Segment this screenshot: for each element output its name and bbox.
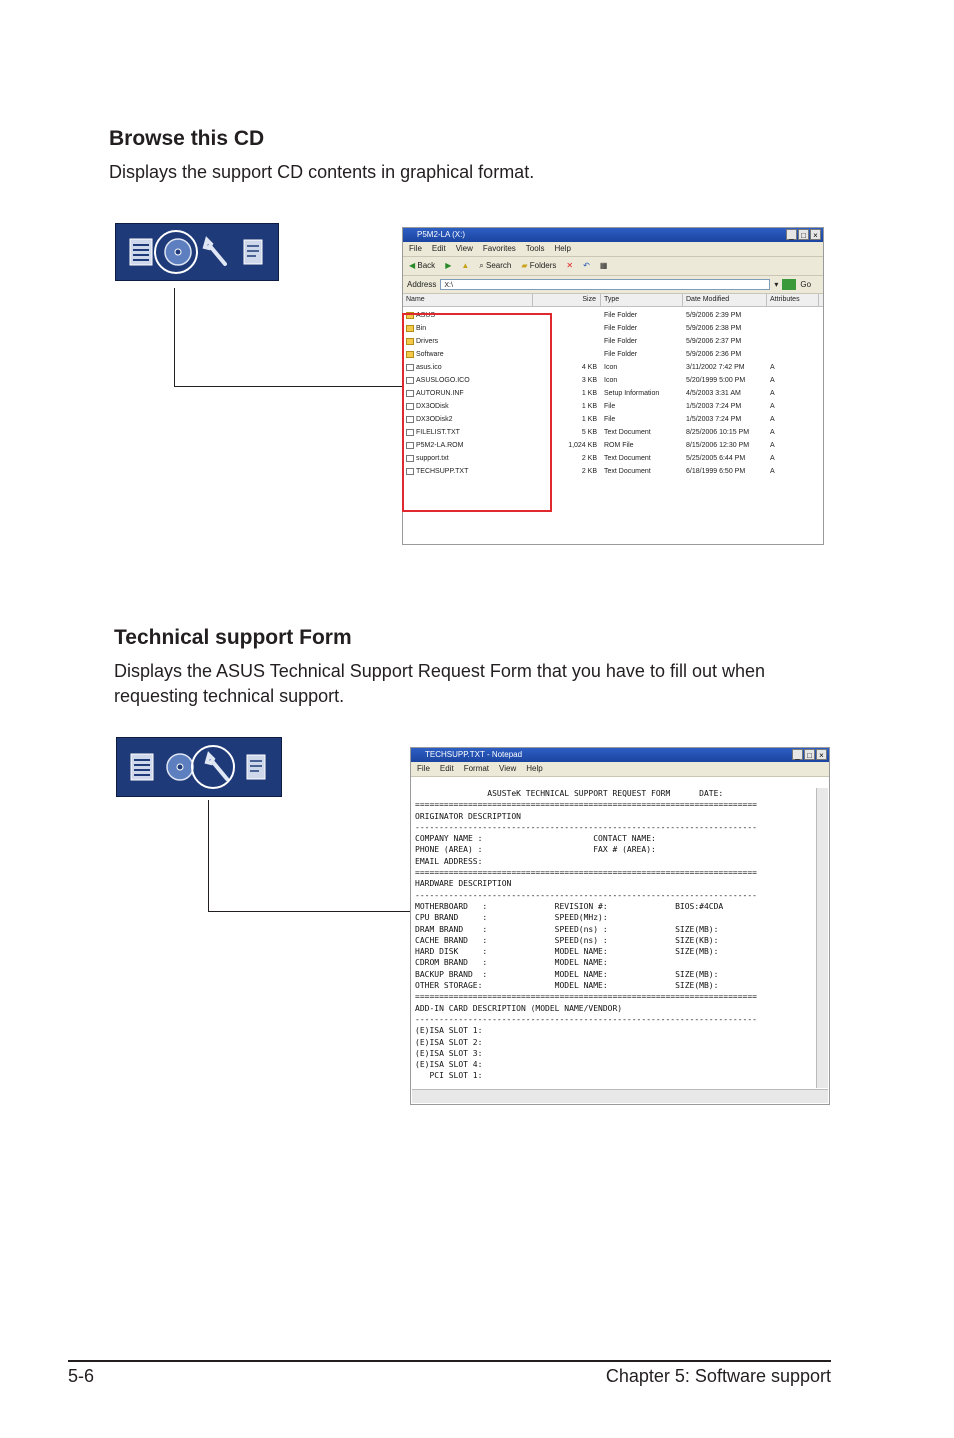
notepad-line: CACHE BRAND : SPEED(ns) : SIZE(KB): xyxy=(415,935,719,945)
notepad-line: OTHER STORAGE: MODEL NAME: SIZE(MB): xyxy=(415,981,719,991)
notepad-window xyxy=(410,747,830,1105)
file-type: File Folder xyxy=(604,312,638,319)
notepad-menubar xyxy=(411,762,829,777)
notepad-line: ======================================================================= xyxy=(415,868,757,878)
file-attributes: A xyxy=(770,377,775,384)
file-name-text: support.txt xyxy=(416,455,449,462)
search-label: Search xyxy=(485,261,512,270)
address-dropdown-icon[interactable]: ▾ xyxy=(774,280,779,289)
menu-file[interactable]: File xyxy=(409,244,422,253)
document-icon[interactable] xyxy=(237,232,269,272)
menu-edit[interactable]: Edit xyxy=(431,244,446,253)
go-label[interactable]: Go xyxy=(800,280,812,289)
file-date: 8/25/2006 10:15 PM xyxy=(686,429,750,436)
file-type: File Folder xyxy=(604,325,638,332)
file-attributes xyxy=(767,322,819,335)
file-size: 2 KB xyxy=(581,455,597,462)
highlight-ring-wrench xyxy=(191,745,235,789)
file-type: File xyxy=(604,416,616,423)
search-icon: ⌕ xyxy=(479,261,484,270)
notepad-line: (E)ISA SLOT 3: xyxy=(415,1048,483,1058)
file-name-text: DX3ODisk2 xyxy=(416,416,453,423)
document-icon[interactable] xyxy=(240,747,272,787)
explorer-toolbar xyxy=(403,257,823,276)
file-size: 1 KB xyxy=(581,416,597,423)
file-type: File Folder xyxy=(604,351,638,358)
views-icon[interactable]: ▦ xyxy=(599,261,608,270)
notepad-line: (E)ISA SLOT 2: xyxy=(415,1037,483,1047)
leader-line-horizontal xyxy=(174,386,404,387)
notepad-line: ORIGINATOR DESCRIPTION xyxy=(415,811,521,821)
file-type: ROM File xyxy=(604,442,634,449)
notepad-line: CDROM BRAND : MODEL NAME: xyxy=(415,958,608,968)
notepad-line: (E)ISA SLOT 4: xyxy=(415,1060,483,1070)
back-label: Back xyxy=(417,261,436,270)
leader-line-vertical-2 xyxy=(208,800,209,912)
notepad-line: (E)ISA SLOT 1: xyxy=(415,1026,483,1036)
up-folder-icon[interactable]: ▲ xyxy=(461,261,470,270)
menu-view[interactable]: View xyxy=(499,764,517,773)
file-name-text: ASUS xyxy=(416,312,436,319)
notepad-line: CPU BRAND : SPEED(MHz): xyxy=(415,913,608,923)
file-name-text: Bin xyxy=(416,325,427,332)
notepad-line: ----------------------------------------------------------------------- xyxy=(415,1014,757,1024)
file-attributes: A xyxy=(770,390,775,397)
file-attributes: A xyxy=(770,403,775,410)
file-attributes: A xyxy=(770,364,775,371)
menu-file[interactable]: File xyxy=(417,764,430,773)
highlight-ring-cd xyxy=(154,230,198,274)
file-date: 5/9/2006 2:37 PM xyxy=(686,338,742,345)
notepad-line: HARDWARE DESCRIPTION xyxy=(415,879,512,889)
file-type: Text Document xyxy=(604,468,651,475)
maximize-button[interactable]: □ xyxy=(798,229,809,240)
folders-label: Folders xyxy=(529,261,557,270)
go-arrow-icon[interactable] xyxy=(782,279,796,290)
file-date: 1/5/2003 7:24 PM xyxy=(686,403,742,410)
section-heading-tech-support: Technical support Form xyxy=(114,626,352,649)
file-name-text: asus.ico xyxy=(416,364,442,371)
address-label: Address xyxy=(407,280,437,289)
file-type: Text Document xyxy=(604,429,651,436)
delete-icon[interactable]: ✕ xyxy=(566,261,574,270)
explorer-menubar xyxy=(403,242,823,257)
menu-help[interactable]: Help xyxy=(526,764,543,773)
file-date: 5/9/2006 2:39 PM xyxy=(686,312,742,319)
highlight-box xyxy=(402,313,552,512)
file-name-text: P5M2-LA.ROM xyxy=(416,442,464,449)
footer-rule xyxy=(68,1360,831,1362)
menu-view[interactable]: View xyxy=(455,244,473,253)
column-attributes[interactable]: Attributes xyxy=(767,294,819,306)
chapter-title: Chapter 5: Software support xyxy=(605,1366,831,1386)
folders-button[interactable] xyxy=(521,257,556,275)
notepad-line: COMPANY NAME : CONTACT NAME: xyxy=(415,834,656,844)
close-button[interactable]: × xyxy=(816,749,827,760)
leader-line-horizontal-2 xyxy=(208,911,412,912)
file-date: 6/18/1999 6:50 PM xyxy=(686,468,746,475)
notepad-line: ADD-IN CARD DESCRIPTION (MODEL NAME/VENDOR) xyxy=(415,1003,623,1013)
file-date: 1/5/2003 7:24 PM xyxy=(686,416,742,423)
notepad-line: ======================================================================= xyxy=(415,992,757,1002)
file-type: File Folder xyxy=(604,338,638,345)
minimize-button[interactable]: _ xyxy=(786,229,797,240)
file-date: 5/25/2005 6:44 PM xyxy=(686,455,746,462)
section-description-line2: requesting technical support. xyxy=(114,686,345,706)
file-size: 1,024 KB xyxy=(568,442,597,449)
utility-list-icon[interactable] xyxy=(125,232,157,272)
utility-list-icon[interactable] xyxy=(126,747,158,787)
notepad-titlebar xyxy=(411,748,829,762)
wrench-icon[interactable] xyxy=(200,232,232,272)
column-size[interactable]: Size xyxy=(533,294,601,306)
notepad-line: BACKUP BRAND : MODEL NAME: SIZE(MB): xyxy=(415,969,719,979)
file-size: 4 KB xyxy=(581,364,597,371)
notepad-line: ======================================================================= xyxy=(415,800,757,810)
menu-format[interactable]: Format xyxy=(463,764,490,773)
file-date: 4/5/2003 3:31 AM xyxy=(686,390,741,397)
file-attributes: A xyxy=(770,455,775,462)
file-name-text: Drivers xyxy=(416,338,439,345)
file-date: 8/15/2006 12:30 PM xyxy=(686,442,750,449)
notepad-line: MOTHERBOARD : REVISION #: BIOS:#4CDA xyxy=(415,901,724,911)
notepad-line: ----------------------------------------------------------------------- xyxy=(415,890,757,900)
notepad-line: EMAIL ADDRESS: xyxy=(415,856,483,866)
section-description-browse-cd: Displays the support CD contents in graphical format. xyxy=(109,162,535,182)
notepad-line: PCI SLOT 1: xyxy=(415,1071,483,1081)
file-attributes xyxy=(767,348,819,361)
horizontal-scrollbar[interactable] xyxy=(412,1089,828,1103)
leader-line-vertical xyxy=(174,288,175,386)
menu-tools[interactable]: Tools xyxy=(525,244,545,253)
explorer-titlebar xyxy=(403,228,823,242)
back-arrow-icon: ◀ xyxy=(409,261,416,270)
back-button[interactable] xyxy=(409,257,435,275)
file-attributes: A xyxy=(770,442,775,449)
file-name-text: ASUSLOGO.ICO xyxy=(416,377,470,384)
file-size: 1 KB xyxy=(581,390,597,397)
file-size: 1 KB xyxy=(581,403,597,410)
notepad-line: HARD DISK : MODEL NAME: SIZE(MB): xyxy=(415,947,719,957)
address-bar xyxy=(403,276,823,294)
section-heading-browse-cd: Browse this CD xyxy=(109,127,265,150)
file-date: 5/9/2006 2:36 PM xyxy=(686,351,742,358)
file-size: 5 KB xyxy=(581,429,597,436)
file-attributes: A xyxy=(770,468,775,475)
column-name[interactable]: Name xyxy=(403,294,533,306)
file-list-header xyxy=(403,294,823,307)
search-button[interactable] xyxy=(479,257,511,275)
folders-icon: ▰ xyxy=(521,261,528,270)
section-description-line1: Displays the ASUS Technical Support Request Form that you have to fill out when xyxy=(114,661,766,681)
menu-edit[interactable]: Edit xyxy=(439,764,454,773)
notepad-line: ----------------------------------------------------------------------- xyxy=(415,822,757,832)
file-date: 3/11/2002 7:42 PM xyxy=(686,364,745,371)
explorer-title: P5M2-LA (X:) xyxy=(417,230,466,239)
close-button[interactable]: × xyxy=(810,229,821,240)
maximize-button[interactable]: □ xyxy=(804,749,815,760)
undo-icon[interactable]: ↶ xyxy=(583,261,590,270)
column-type[interactable]: Type xyxy=(601,294,683,306)
address-input[interactable]: X:\ xyxy=(440,279,770,290)
file-attributes: A xyxy=(770,416,775,423)
vertical-scrollbar[interactable] xyxy=(816,788,828,1088)
file-type: Text Document xyxy=(604,455,651,462)
menu-favorites[interactable]: Favorites xyxy=(482,244,516,253)
file-name-text: FILELIST.TXT xyxy=(416,429,460,436)
file-type: File xyxy=(604,403,616,410)
menu-help[interactable]: Help xyxy=(554,244,571,253)
file-attributes xyxy=(767,335,819,348)
file-type: Icon xyxy=(604,364,618,371)
file-size: 2 KB xyxy=(581,468,597,475)
column-date-modified[interactable]: Date Modified xyxy=(683,294,767,306)
notepad-line: DRAM BRAND : SPEED(ns) : SIZE(MB): xyxy=(415,924,719,934)
file-name-text: TECHSUPP.TXT xyxy=(416,468,469,475)
file-type: Icon xyxy=(604,377,618,384)
file-type: Setup Information xyxy=(604,390,660,397)
file-size: 3 KB xyxy=(581,377,597,384)
file-attributes xyxy=(767,309,819,322)
forward-button[interactable]: ▶ xyxy=(445,261,452,270)
file-date: 5/9/2006 2:38 PM xyxy=(686,325,742,332)
page-number: 5-6 xyxy=(68,1366,95,1386)
file-attributes: A xyxy=(770,429,775,436)
file-name-text: AUTORUN.INF xyxy=(416,390,464,397)
notepad-line: ASUSTeK TECHNICAL SUPPORT REQUEST FORM DATE: xyxy=(415,789,724,798)
minimize-button[interactable]: _ xyxy=(792,749,803,760)
notepad-line: PHONE (AREA) : FAX # (AREA): xyxy=(415,845,656,855)
file-name-text: Software xyxy=(416,351,444,358)
notepad-title: TECHSUPP.TXT - Notepad xyxy=(425,750,523,759)
file-date: 5/20/1999 5:00 PM xyxy=(686,377,746,384)
file-name-text: DX3ODisk xyxy=(416,403,449,410)
notepad-text-area[interactable] xyxy=(415,788,815,1088)
